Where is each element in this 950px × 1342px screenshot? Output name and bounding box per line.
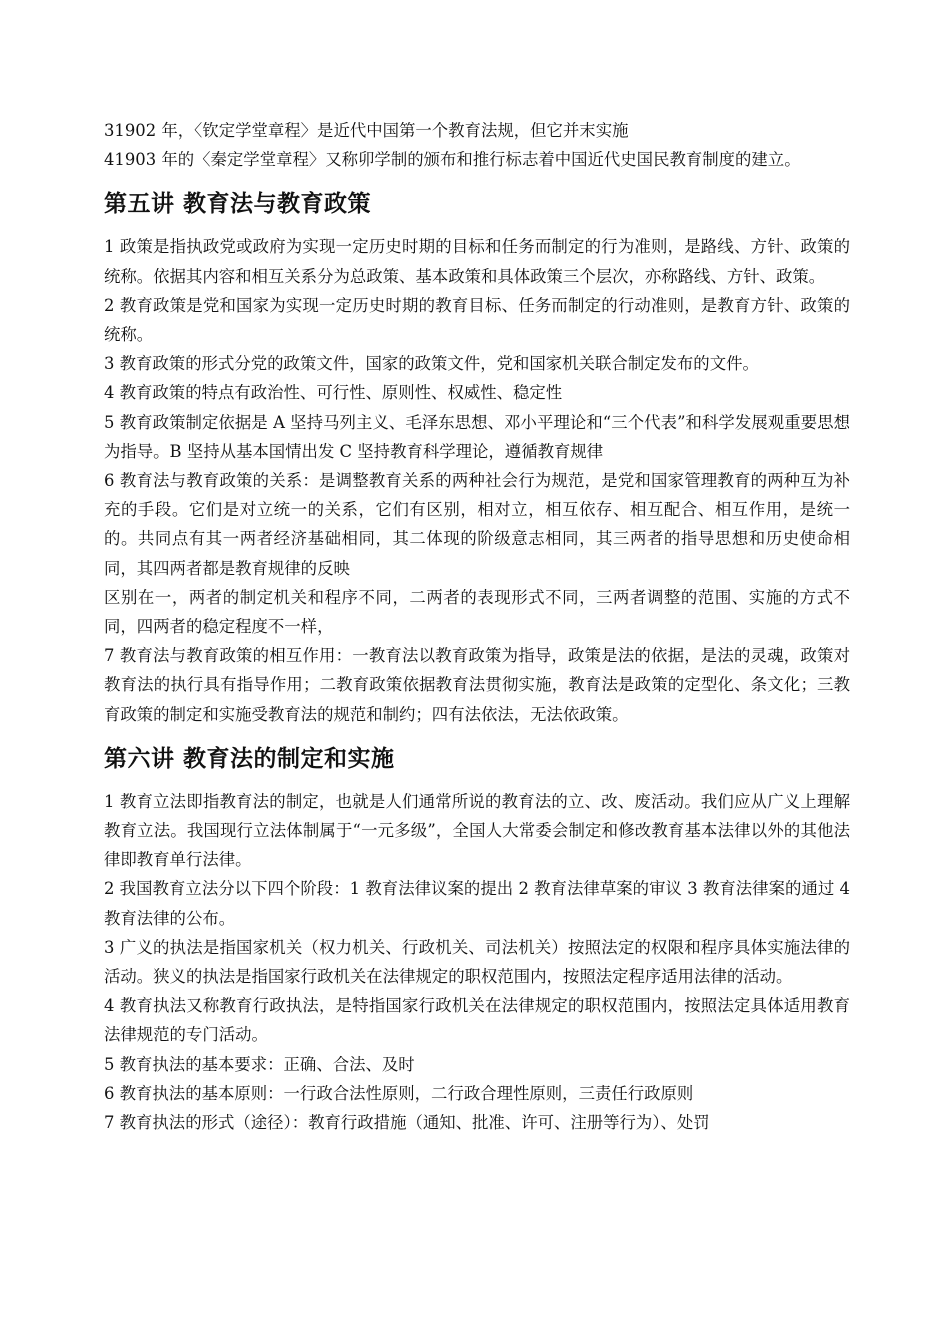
paragraph: 7 教育执法的形式（途径）：教育行政措施（通知、批准、许可、注册等行为）、处罚	[104, 1113, 710, 1133]
paragraph: 3 教育政策的形式分党的政策文件，国家的政策文件，党和国家机关联合制定发布的文件。	[104, 354, 759, 374]
paragraph: 2 我国教育立法分以下四个阶段：1 教育法律议案的提出 2 教育法律草案的审议 3 教育法律案的通过 4 教育法律的公布。	[104, 879, 850, 928]
paragraph: 41903 年的〈秦定学堂章程〉又称卯学制的颁布和推行标志着中国近代史国民教育制度的建立。	[104, 150, 801, 170]
paragraph: 2 教育政策是党和国家为实现一定历史时期的教育目标、任务而制定的行动准则，是教育方针、政策的统称。	[104, 295, 850, 345]
paragraph: 31902 年，〈钦定学堂章程〉是近代中国第一个教育法规，但它并末实施	[104, 121, 629, 140]
section-lecture-5	[104, 182, 850, 728]
paragraph: 区别在一，两者的制定机关和程序不同，二两者的表现形式不同，三两者调整的范围、实施的方式不同，四两者的稳定程度不一样，	[104, 587, 850, 637]
section-heading: 第五讲 教育法与教育政策	[104, 191, 372, 218]
paragraph: 1 政策是指执政党或政府为实现一定历史时期的目标和任务而制定的行为准则，是路线、方针、政策的统称。依据其内容和相互关系分为总政策、基本政策和具体政策三个层次，亦称路线、方针、政策。	[104, 237, 850, 286]
intro-section	[104, 116, 850, 174]
paragraph: 7 教育法与教育政策的相互作用：一教育法以教育政策为指导，政策是法的依据，是法的灵魂，政策对教育法的执行具有指导作用；二教育政策依据教育法贯彻实施，教育法是政策的定型化、条文化；三教育政策的制定和实施受教育法的规范和制约；四有法依法，无法依政策。	[104, 646, 850, 724]
paragraph: 3 广义的执法是指国家机关（权力机关、行政机关、司法机关）按照法定的权限和程序具体实施法律的活动。狭义的执法是指国家行政机关在法律规定的职权范围内，按照法定程序适用法律的活动。	[104, 937, 850, 987]
paragraph: 5 教育执法的基本要求：正确、合法、及时	[104, 1054, 415, 1074]
paragraph: 6 教育执法的基本原则：一行政合法性原则，二行政合理性原则，三责任行政原则	[104, 1083, 694, 1103]
paragraph: 4 教育政策的特点有政治性、可行性、原则性、权威性、稳定性	[104, 383, 563, 403]
section-lecture-6	[104, 737, 850, 1137]
paragraph: 4 教育执法又称教育行政执法，是特指国家行政机关在法律规定的职权范围内，按照法定具体适用教育法律规范的专门活动。	[104, 996, 850, 1045]
paragraph: 6 教育法与教育政策的关系：是调整教育关系的两种社会行为规范，是党和国家管理教育的两种互为补充的手段。它们是对立统一的关系，它们有区别，相对立，相互依存、相互配合、相互作用，是统一的。共同点有其一两者经济基础相同，其二体现的阶级意志相同，其三两者的指导思想和历史使命相同，其四两者都是教育规律的反映	[104, 471, 850, 578]
section-heading: 第六讲 教育法的制定和实施	[104, 745, 395, 772]
paragraph: 1 教育立法即指教育法的制定，也就是人们通常所说的教育法的立、改、废活动。我们应从广义上理解教育立法。我国现行立法体制属于“一元多级”，全国人大常委会制定和修改教育基本法律以外的其他法律即教育单行法律。	[104, 791, 850, 870]
paragraph: 5 教育政策制定依据是 A 坚持马列主义、毛泽东思想、邓小平理论和“三个代表”和科学发展观重要思想为指导。B 坚持从基本国情出发 C 坚持教育科学理论，遵循教育规律	[104, 412, 850, 461]
